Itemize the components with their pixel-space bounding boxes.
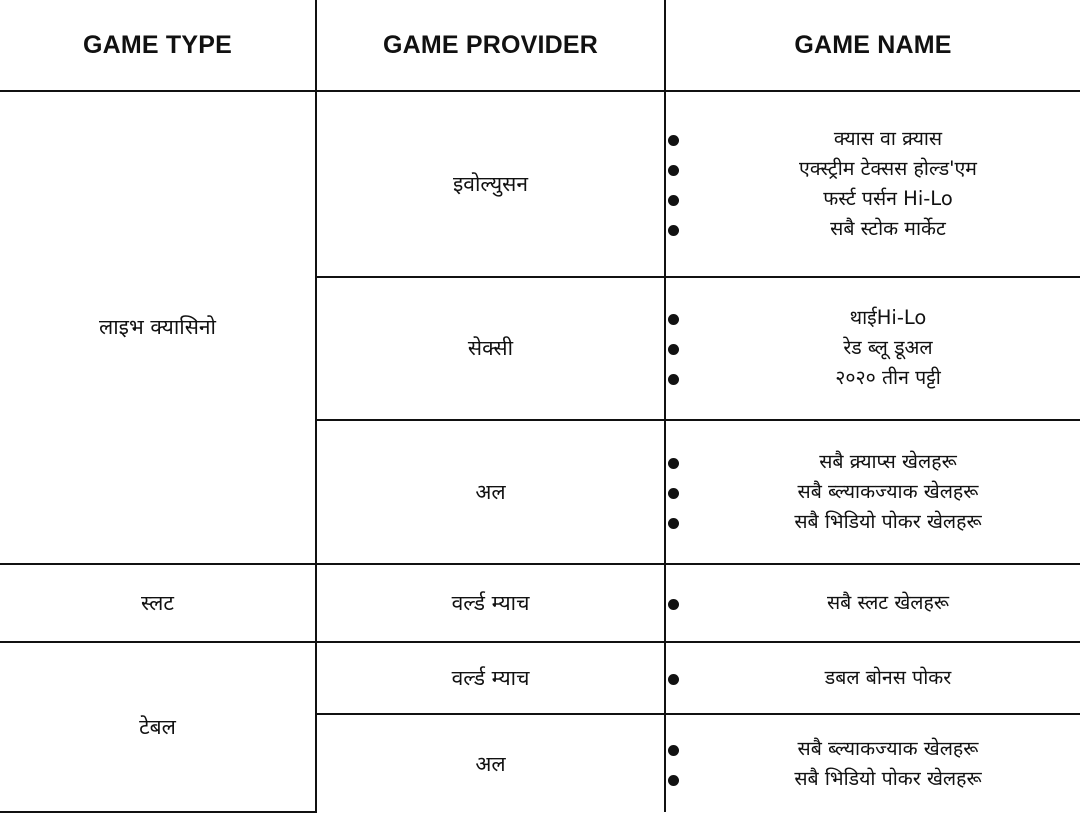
game-type-cell: लाइभ क्यासिनो	[0, 91, 316, 564]
game-provider-cell: अल	[316, 420, 665, 564]
game-name-cell	[665, 91, 1080, 277]
header-game-name: GAME NAME	[665, 0, 1080, 91]
game-name-item: सबै स्टोक मार्केट	[666, 214, 1080, 244]
game-name-item: सबै भिडियो पोकर खेलहरू	[666, 764, 1080, 794]
game-provider-cell: अल	[316, 714, 665, 812]
game-name-list	[666, 124, 1080, 244]
game-name-item: २०२० तीन पट्टी	[666, 363, 1080, 393]
table-row	[0, 564, 1080, 642]
table-row	[0, 91, 1080, 277]
game-name-item: थाईHi-Lo	[666, 303, 1080, 333]
game-type-cell: स्लट	[0, 564, 316, 642]
game-name-item: रेड ब्लू डूअल	[666, 333, 1080, 363]
game-name-item: सबै भिडियो पोकर खेलहरू	[666, 507, 1080, 537]
game-provider-cell: वर्ल्ड म्याच	[316, 642, 665, 714]
game-name-item: क्यास वा क्र्यास	[666, 124, 1080, 154]
game-name-list	[666, 663, 1080, 693]
game-provider-cell: इवोल्युसन	[316, 91, 665, 277]
game-name-item: सबै ब्ल्याकज्याक खेलहरू	[666, 734, 1080, 764]
header-game-type: GAME TYPE	[0, 0, 316, 91]
game-name-item: डबल बोनस पोकर	[666, 663, 1080, 693]
game-provider-cell: सेक्सी	[316, 277, 665, 420]
game-name-list	[666, 588, 1080, 618]
game-name-list	[666, 303, 1080, 393]
game-name-cell	[665, 420, 1080, 564]
header-row	[0, 0, 1080, 91]
game-name-list	[666, 734, 1080, 794]
game-name-item: सबै क्र्याप्स खेलहरू	[666, 447, 1080, 477]
game-name-item: सबै ब्ल्याकज्याक खेलहरू	[666, 477, 1080, 507]
game-name-item: एक्स्ट्रीम टेक्सस होल्ड'एम	[666, 154, 1080, 184]
header-game-provider: GAME PROVIDER	[316, 0, 665, 91]
game-provider-cell: वर्ल्ड म्याच	[316, 564, 665, 642]
game-name-cell	[665, 277, 1080, 420]
game-type-cell: टेबल	[0, 642, 316, 812]
game-name-cell	[665, 564, 1080, 642]
game-name-cell	[665, 714, 1080, 812]
table-row	[0, 642, 1080, 714]
game-name-item: फर्स्ट पर्सन Hi-Lo	[666, 184, 1080, 214]
game-name-item: सबै स्लट खेलहरू	[666, 588, 1080, 618]
game-name-list	[666, 447, 1080, 537]
game-name-cell	[665, 642, 1080, 714]
